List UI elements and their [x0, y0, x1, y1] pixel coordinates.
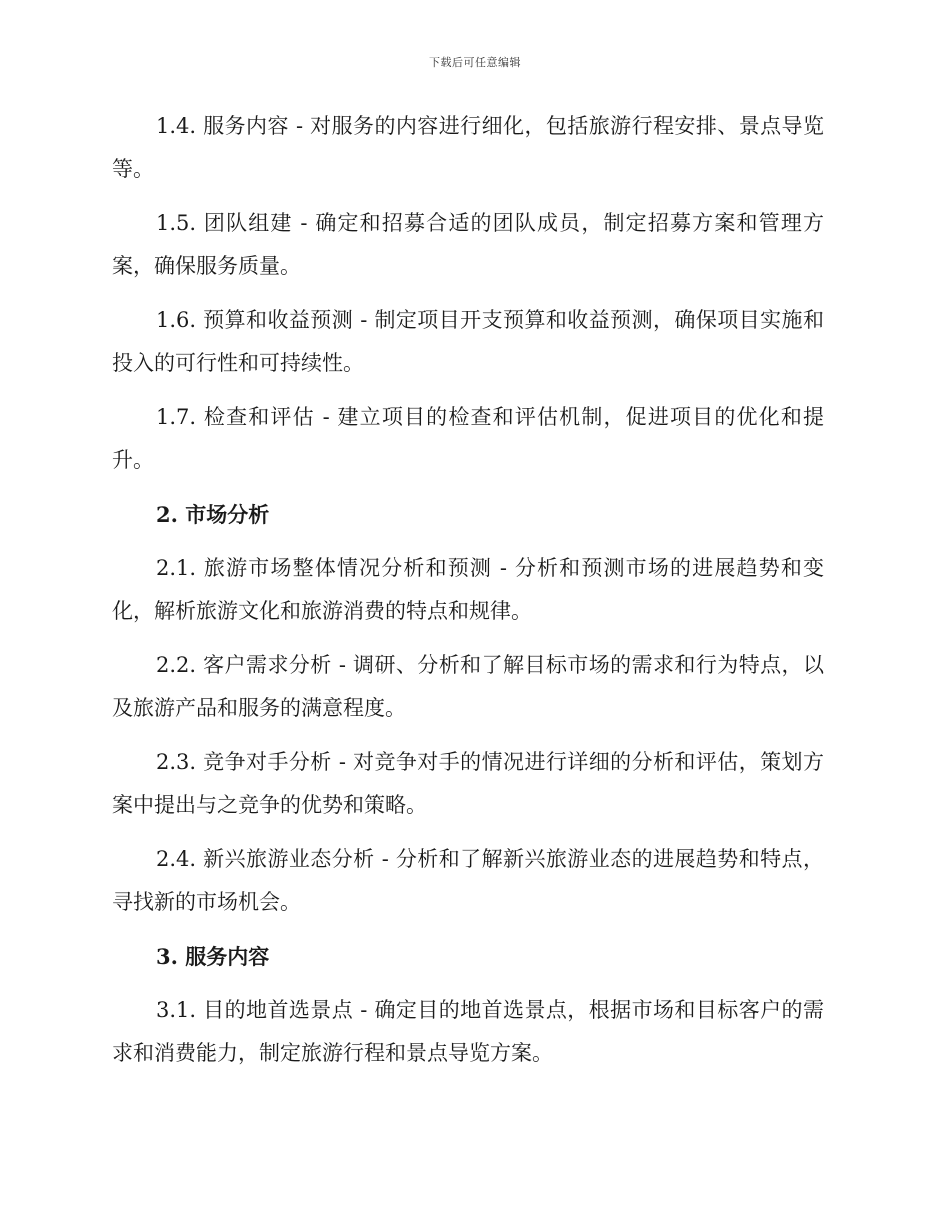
paragraph-2-3: 2.3. 竞争对手分析 - 对竞争对手的情况进行详细的分析和评估，策划方案中提出与之竞争的优势和策略。	[112, 750, 824, 817]
section-heading-service-content: 3. 服务内容	[156, 944, 270, 969]
paragraph-2-4: 2.4. 新兴旅游业态分析 - 分析和了解新兴旅游业态的进展趋势和特点，寻找新的市场机会。	[112, 847, 824, 914]
paragraph-2-2: 2.2. 客户需求分析 - 调研、分析和了解目标市场的需求和行为特点，以及旅游产品和服务的满意程度。	[112, 653, 824, 720]
paragraph-2-1: 2.1. 旅游市场整体情况分析和预测 - 分析和预测市场的进展趋势和变化，解析旅游文化和旅游消费的特点和规律。	[112, 556, 824, 623]
paragraph-1-5: 1.5. 团队组建 - 确定和招募合适的团队成员，制定招募方案和管理方案，确保服务质量。	[112, 211, 824, 278]
document-body	[112, 105, 824, 1086]
paragraph-1-7: 1.7. 检查和评估 - 建立项目的检查和评估机制，促进项目的优化和提升。	[112, 405, 824, 472]
section-heading-market-analysis: 2. 市场分析	[156, 502, 270, 527]
paragraph-3-1: 3.1. 目的地首选景点 - 确定目的地首选景点，根据市场和目标客户的需求和消费能力，制定旅游行程和景点导览方案。	[112, 998, 824, 1065]
paragraph-1-4: 1.4. 服务内容 - 对服务的内容进行细化，包括旅游行程安排、景点导览等。	[112, 114, 824, 181]
paragraph-1-6: 1.6. 预算和收益预测 - 制定项目开支预算和收益预测，确保项目实施和投入的可行性和可持续性。	[112, 308, 824, 375]
page-header: 下载后可任意编辑	[429, 56, 521, 69]
